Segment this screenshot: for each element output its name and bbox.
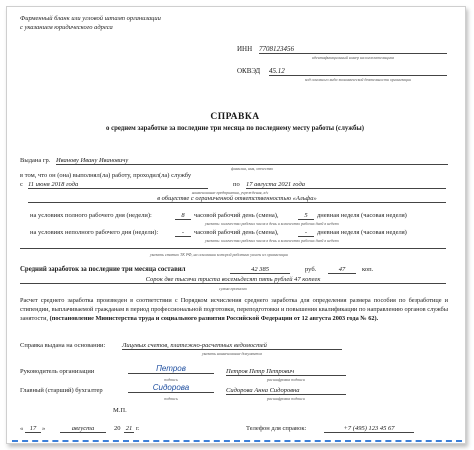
okved-label: ОКВЭД (237, 67, 261, 75)
okved-caption: код основного вида экономической деятельности организации (304, 77, 412, 82)
doc-subtitle: о среднем заработке за последние три месяца по последнему месту работы (службы) (105, 125, 365, 132)
blank-note-line1: Фирменный бланк или угловой штамп организации (20, 15, 161, 22)
paragraph-text: Расчет среднего заработка произведен в соответствии с Порядком исчисления среднего заработка для определения размера пособия по безработице и стипендии, выплачиваемой гражданам в период профессиональной подготовки, переподготовки и повышения квалификации по направлению органов службы занятости, (20, 297, 448, 323)
full-hours: 8 (175, 212, 191, 220)
article-line (20, 248, 446, 249)
issued-work-text: в том, что он (она) выполнял(ла) работу, проходил(ла) службу (20, 172, 192, 179)
date-close-quote: » (42, 425, 46, 432)
date-month: августа (60, 425, 106, 433)
org-name: в обществе с ограниченной ответственностью «Альфа» (28, 195, 446, 203)
head-name: Петров Петр Петрович (226, 368, 346, 376)
issued-name: Иванову Ивану Ивановичу (56, 157, 448, 165)
article-caption: указать статью ТК РФ, на основании которой работник уволен из организации (150, 252, 288, 257)
accountant-sign-caption: подпись (164, 396, 178, 401)
earnings-rub-label: руб. (305, 266, 317, 273)
earnings-words: Сорок две тысячи триста восемьдесят пять рублей 47 копеек (20, 276, 446, 284)
accountant-signature: Сидорова (128, 383, 214, 393)
inn-caption: идентификационный номер налогоплательщика (311, 55, 395, 60)
accountant-name-caption: расшифровка подписи (267, 396, 305, 401)
bottom-dashed-border (12, 440, 462, 442)
doc-title: СПРАВКА (210, 112, 260, 122)
issued-label: Выдана гр. (20, 157, 51, 164)
part-time-label: на условиях неполного рабочего дня (недели): (30, 229, 159, 236)
blank-note-line2: с указанием юридического адреса (20, 24, 113, 31)
full-hours-label: часовой рабочий день (смена), (194, 212, 279, 219)
from-label: с (20, 181, 23, 188)
phone-number: +7 (495) 123 45 67 (324, 425, 414, 433)
date-open-quote: « (20, 425, 24, 432)
head-sign-caption: подпись (164, 377, 178, 382)
to-label: по (233, 181, 240, 188)
inn-value: 7708123456 (259, 45, 447, 54)
full-time-label: на условиях полного рабочего дня (недели): (30, 212, 152, 219)
org-caption: наименование предприятия, учреждения, в/ч (191, 190, 269, 195)
basis-label: Справка выдана на основании: (20, 342, 106, 349)
calculation-paragraph (20, 296, 448, 324)
part-days-label: дневная неделя (часовая неделя) (317, 229, 407, 236)
head-label: Руководитель организации (20, 368, 95, 375)
seal-place: М.П. (113, 407, 127, 414)
full-days-label: дневная неделя (часовая неделя) (317, 212, 407, 219)
inn-label: ИНН (237, 45, 253, 53)
date-year-prefix: 20 (114, 425, 121, 432)
okved-value: 45.12 (269, 67, 447, 76)
full-time-caption: указать: количество рабочих часов в день и количество рабочих дней в неделю (205, 221, 340, 226)
from-date: 11 июня 2018 года (28, 181, 208, 189)
part-time-caption: указать: количество рабочих часов в день и количество рабочих дней в неделю (205, 238, 340, 243)
date-day: 17 (25, 425, 41, 433)
earnings-rubles: 42 385 (230, 266, 290, 274)
basis-caption: указать наименование документов (201, 351, 263, 356)
earnings-words-caption: сумма прописью (219, 286, 247, 291)
issued-name-caption: фамилия, имя, отчество (230, 166, 274, 171)
part-hours: - (175, 229, 191, 237)
earnings-kopecks: 47 (328, 266, 356, 274)
part-hours-label: часовой рабочий день (смена), (194, 229, 279, 236)
basis-value: Лицевых счетов, платежно-расчетных ведомостей (122, 342, 342, 350)
phone-label: Телефон для справок: (246, 425, 307, 432)
full-days: 5 (298, 212, 314, 220)
accountant-name: Сидорова Анна Сидоровна (226, 387, 346, 395)
accountant-label: Главный (старший) бухгалтер (20, 387, 103, 394)
earnings-kop-label: коп. (362, 266, 374, 273)
earnings-label: Средний заработок за последние три месяца составил (20, 266, 186, 273)
paragraph-decree: (постановление Министерства труда и социального развития Российской Федерации от 12 августа 2003 года № 62). (49, 315, 379, 323)
head-name-caption: расшифровка подписи (267, 377, 305, 382)
date-year-word: г. (136, 425, 140, 432)
part-days: - (298, 229, 314, 237)
head-signature: Петров (128, 364, 214, 374)
to-date: 17 августа 2021 года (246, 181, 446, 189)
date-year-suffix: 21 (125, 425, 133, 432)
